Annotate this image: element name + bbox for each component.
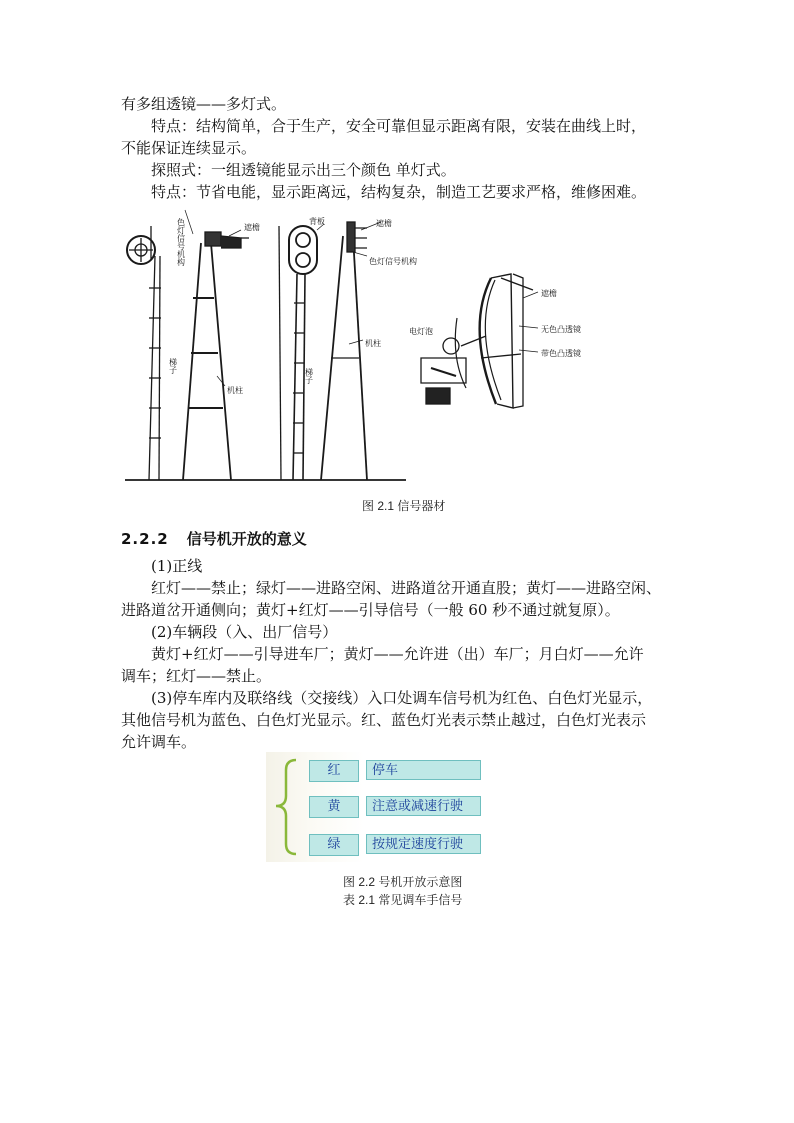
paragraph-line: 特点：节省电能，显示距离远，结构复杂，制造工艺要求严格，维修困难。 — [151, 183, 647, 201]
signal-meaning-stop: 停车 — [366, 760, 481, 780]
label-mast: 机柱 — [227, 386, 243, 395]
section-title: 信号机开放的意义 — [186, 530, 307, 548]
body-line: 进路道岔开通侧向；黄灯+红灯——引导信号（一般 60 秒不通过就复原）。 — [121, 601, 620, 619]
paragraph-line: 有多组透镜——多灯式。 — [121, 95, 287, 113]
label-colored-lens: 带色凸透镜 — [541, 349, 581, 358]
signal-meaning-proceed: 按规定速度行驶 — [366, 834, 481, 854]
body-line: 允许调车。 — [121, 733, 197, 751]
paragraph-line: 探照式：一组透镜能显示出三个颜色 单灯式。 — [151, 161, 456, 179]
figure-caption: 图 2.2 号机开放示意图 — [343, 875, 463, 889]
label-mast-2: 机柱 — [365, 339, 381, 348]
signal-equipment-figure — [121, 208, 681, 490]
brace-icon — [266, 752, 306, 862]
signal-meaning-caution: 注意或减速行驶 — [366, 796, 481, 816]
section-number: 2.2.2 — [121, 530, 169, 548]
label-signal-mechanism: 色灯信号机构 — [176, 218, 186, 266]
body-line: (3)停车库内及联络线（交接线）入口处调车信号机为红色、白色灯光显示， — [151, 689, 653, 707]
label-backplate: 背板 — [309, 217, 325, 226]
signal-meaning-diagram — [266, 752, 484, 862]
table-caption: 表 2.1 常见调车手信号 — [343, 893, 463, 907]
label-ladder-2: 梯子 — [304, 368, 314, 384]
label-ladder: 梯子 — [168, 358, 178, 374]
body-line: (2)车辆段（入、出厂信号） — [151, 623, 338, 641]
signal-color-yellow: 黄 — [309, 796, 359, 818]
label-hood-3: 遮檐 — [541, 289, 557, 298]
label-clear-lens: 无色凸透镜 — [541, 325, 581, 334]
paragraph-line: 特点：结构简单，合于生产，安全可靠但显示距离有限，安装在曲线上时， — [151, 117, 647, 135]
label-lamp: 电灯泡 — [409, 327, 433, 336]
label-signal-mechanism-2: 色灯信号机构 — [369, 257, 417, 266]
label-hood-2: 遮檐 — [376, 219, 392, 228]
signal-color-red: 红 — [309, 760, 359, 782]
figure-caption: 图 2.1 信号器材 — [362, 499, 446, 513]
label-hood: 遮檐 — [244, 223, 260, 232]
body-line: 其他信号机为蓝色、白色灯光显示。红、蓝色灯光表示禁止越过，白色灯光表示 — [121, 711, 647, 729]
signal-color-green: 绿 — [309, 834, 359, 856]
body-line: 红灯——禁止；绿灯——进路空闲、进路道岔开通直股；黄灯——进路空闲、 — [151, 579, 662, 597]
section-heading — [121, 528, 307, 549]
body-line: 黄灯+红灯——引导进车厂；黄灯——允许进（出）车厂；月白灯——允许 — [151, 645, 644, 663]
body-line: (1)正线 — [151, 557, 203, 575]
body-line: 调车；红灯——禁止。 — [121, 667, 272, 685]
paragraph-line: 不能保证连续显示。 — [121, 139, 257, 157]
